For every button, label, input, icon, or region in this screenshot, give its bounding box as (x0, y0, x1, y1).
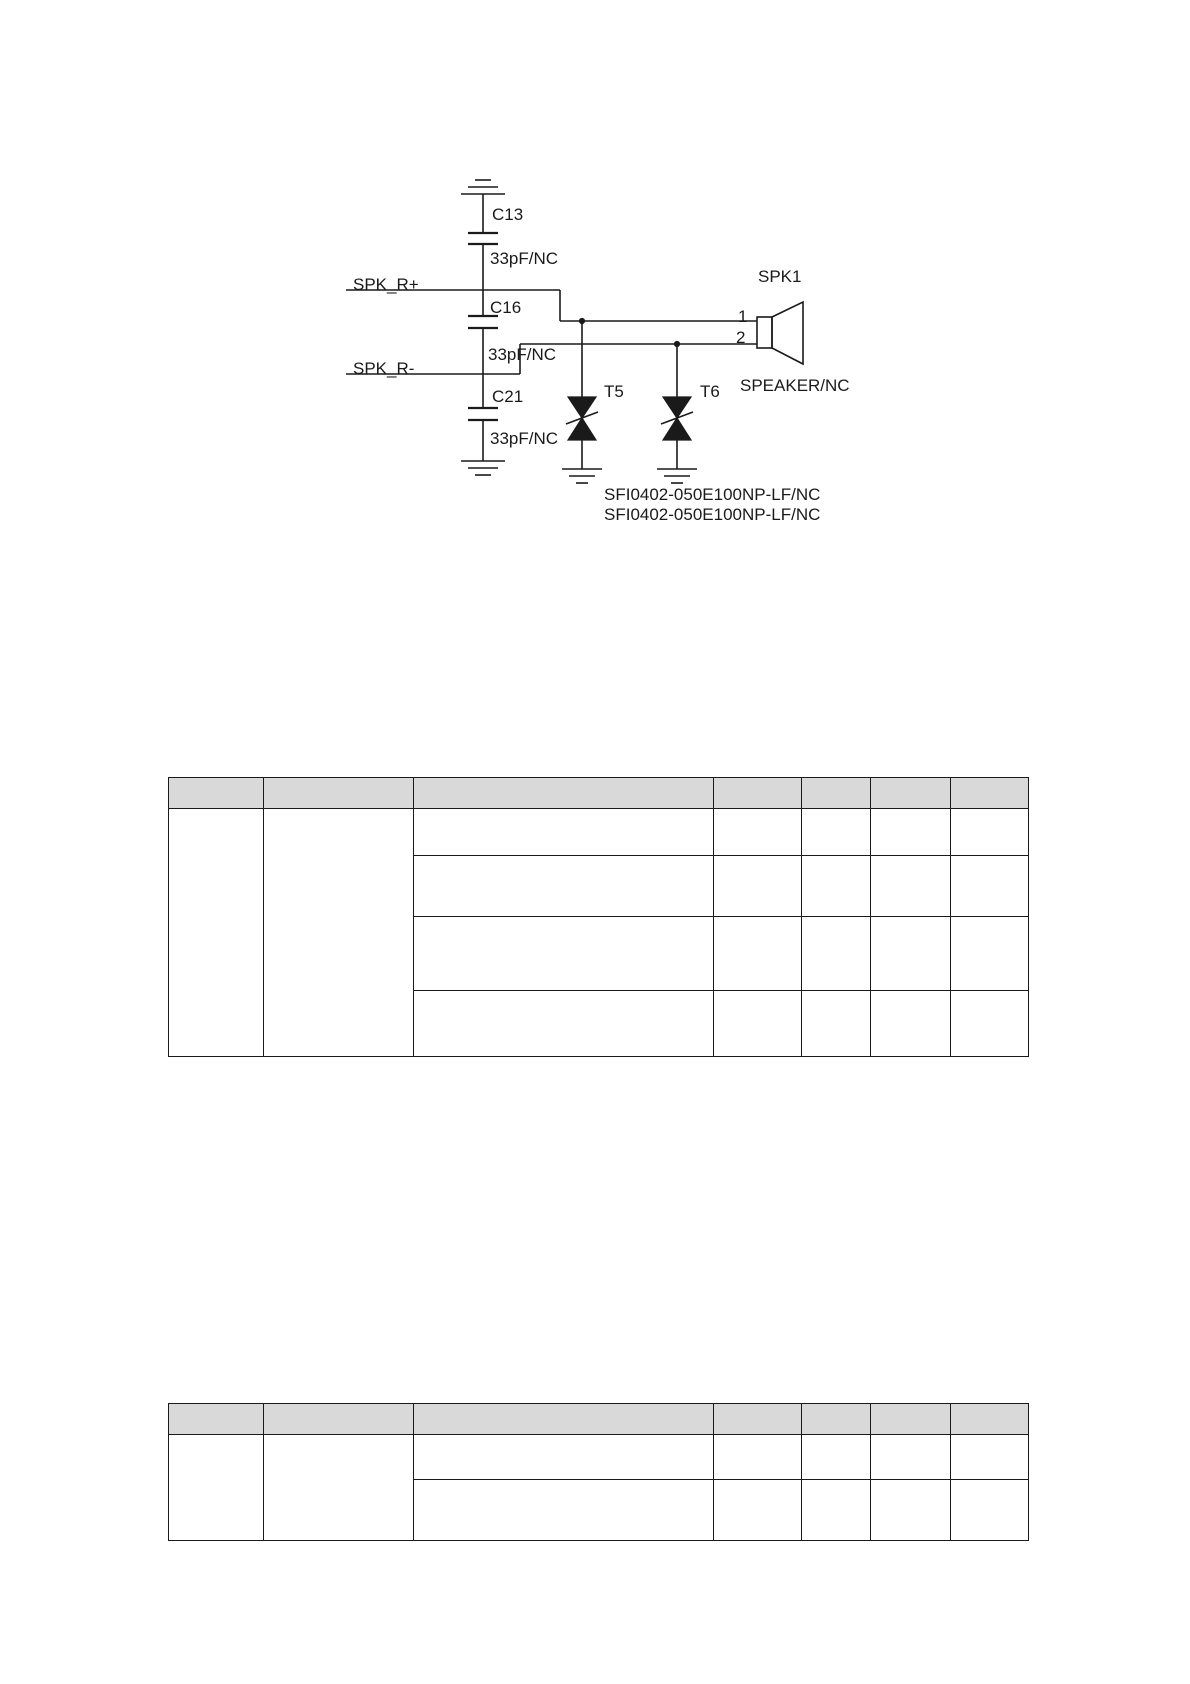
table-cell (871, 1435, 951, 1480)
header-cell (714, 778, 802, 809)
speaker-pin1-label: 1 (738, 307, 748, 326)
table-cell (169, 809, 264, 1057)
header-cell (414, 778, 714, 809)
c16-value-label: 33pF/NC (488, 345, 557, 364)
table-cell (951, 1435, 1029, 1480)
header-cell (951, 778, 1029, 809)
table-cell (414, 856, 714, 917)
table-cell (714, 856, 802, 917)
c13-ref-label: C13 (492, 205, 524, 224)
tvs-diode-t6 (657, 342, 697, 484)
table-cell (714, 917, 802, 991)
table-cell (802, 1480, 871, 1541)
header-cell (871, 1404, 951, 1435)
net-label-spk-r-plus: SPK_R+ (353, 275, 419, 294)
table-cell (951, 856, 1029, 917)
table-row (169, 1435, 1029, 1480)
bottom-ground-symbol (461, 461, 505, 475)
header-cell (264, 778, 414, 809)
spec-table-1 (168, 777, 1029, 1057)
table-cell (951, 809, 1029, 856)
net-spk-r-plus-wire (346, 290, 757, 321)
c21-ref-label: C21 (492, 387, 524, 406)
table-row (169, 809, 1029, 856)
table-cell (414, 991, 714, 1057)
capacitor-c16 (468, 316, 498, 328)
header-cell (714, 1404, 802, 1435)
t6-part-label: SFI0402-050E100NP-LF/NC (604, 505, 821, 524)
tvs-diode-t5 (562, 319, 602, 484)
table-cell (714, 809, 802, 856)
header-cell (871, 778, 951, 809)
header-cell (951, 1404, 1029, 1435)
table-cell (802, 856, 871, 917)
capacitor-c21 (468, 408, 498, 420)
header-cell (414, 1404, 714, 1435)
t6-ref-label: T6 (700, 382, 720, 401)
table-cell (871, 991, 951, 1057)
table-cell (951, 1480, 1029, 1541)
table-header-row (169, 778, 1029, 809)
table-cell (802, 991, 871, 1057)
table-cell (951, 991, 1029, 1057)
speaker-value-label: SPEAKER/NC (740, 376, 850, 395)
table-cell (802, 809, 871, 856)
speaker-protection-schematic (0, 0, 1190, 560)
table-header-row (169, 1404, 1029, 1435)
capacitor-c13 (468, 233, 498, 244)
t5-ref-label: T5 (604, 382, 624, 401)
table-cell (802, 1435, 871, 1480)
table-cell (871, 856, 951, 917)
header-cell (802, 778, 871, 809)
spec-table-2 (168, 1403, 1029, 1541)
header-cell (169, 778, 264, 809)
table-cell (714, 991, 802, 1057)
table-cell (169, 1435, 264, 1541)
table-cell (414, 1480, 714, 1541)
table-cell (264, 809, 414, 1057)
net-label-spk-r-minus: SPK_R- (353, 359, 415, 378)
table-cell (264, 1435, 414, 1541)
table-cell (802, 917, 871, 991)
header-cell (169, 1404, 264, 1435)
table-cell (714, 1480, 802, 1541)
speaker-ref-label: SPK1 (758, 267, 802, 286)
t5-part-label: SFI0402-050E100NP-LF/NC (604, 485, 821, 504)
table-cell (871, 809, 951, 856)
c16-ref-label: C16 (490, 298, 522, 317)
header-cell (802, 1404, 871, 1435)
table-cell (951, 917, 1029, 991)
table-cell (414, 917, 714, 991)
table-cell (871, 917, 951, 991)
table-cell (414, 809, 714, 856)
speaker-pin2-label: 2 (736, 328, 746, 347)
table-cell (414, 1435, 714, 1480)
table-cell (714, 1435, 802, 1480)
c13-value-label: 33pF/NC (490, 249, 559, 268)
header-cell (264, 1404, 414, 1435)
c21-value-label: 33pF/NC (490, 429, 559, 448)
table-cell (871, 1480, 951, 1541)
speaker-symbol (757, 302, 803, 364)
